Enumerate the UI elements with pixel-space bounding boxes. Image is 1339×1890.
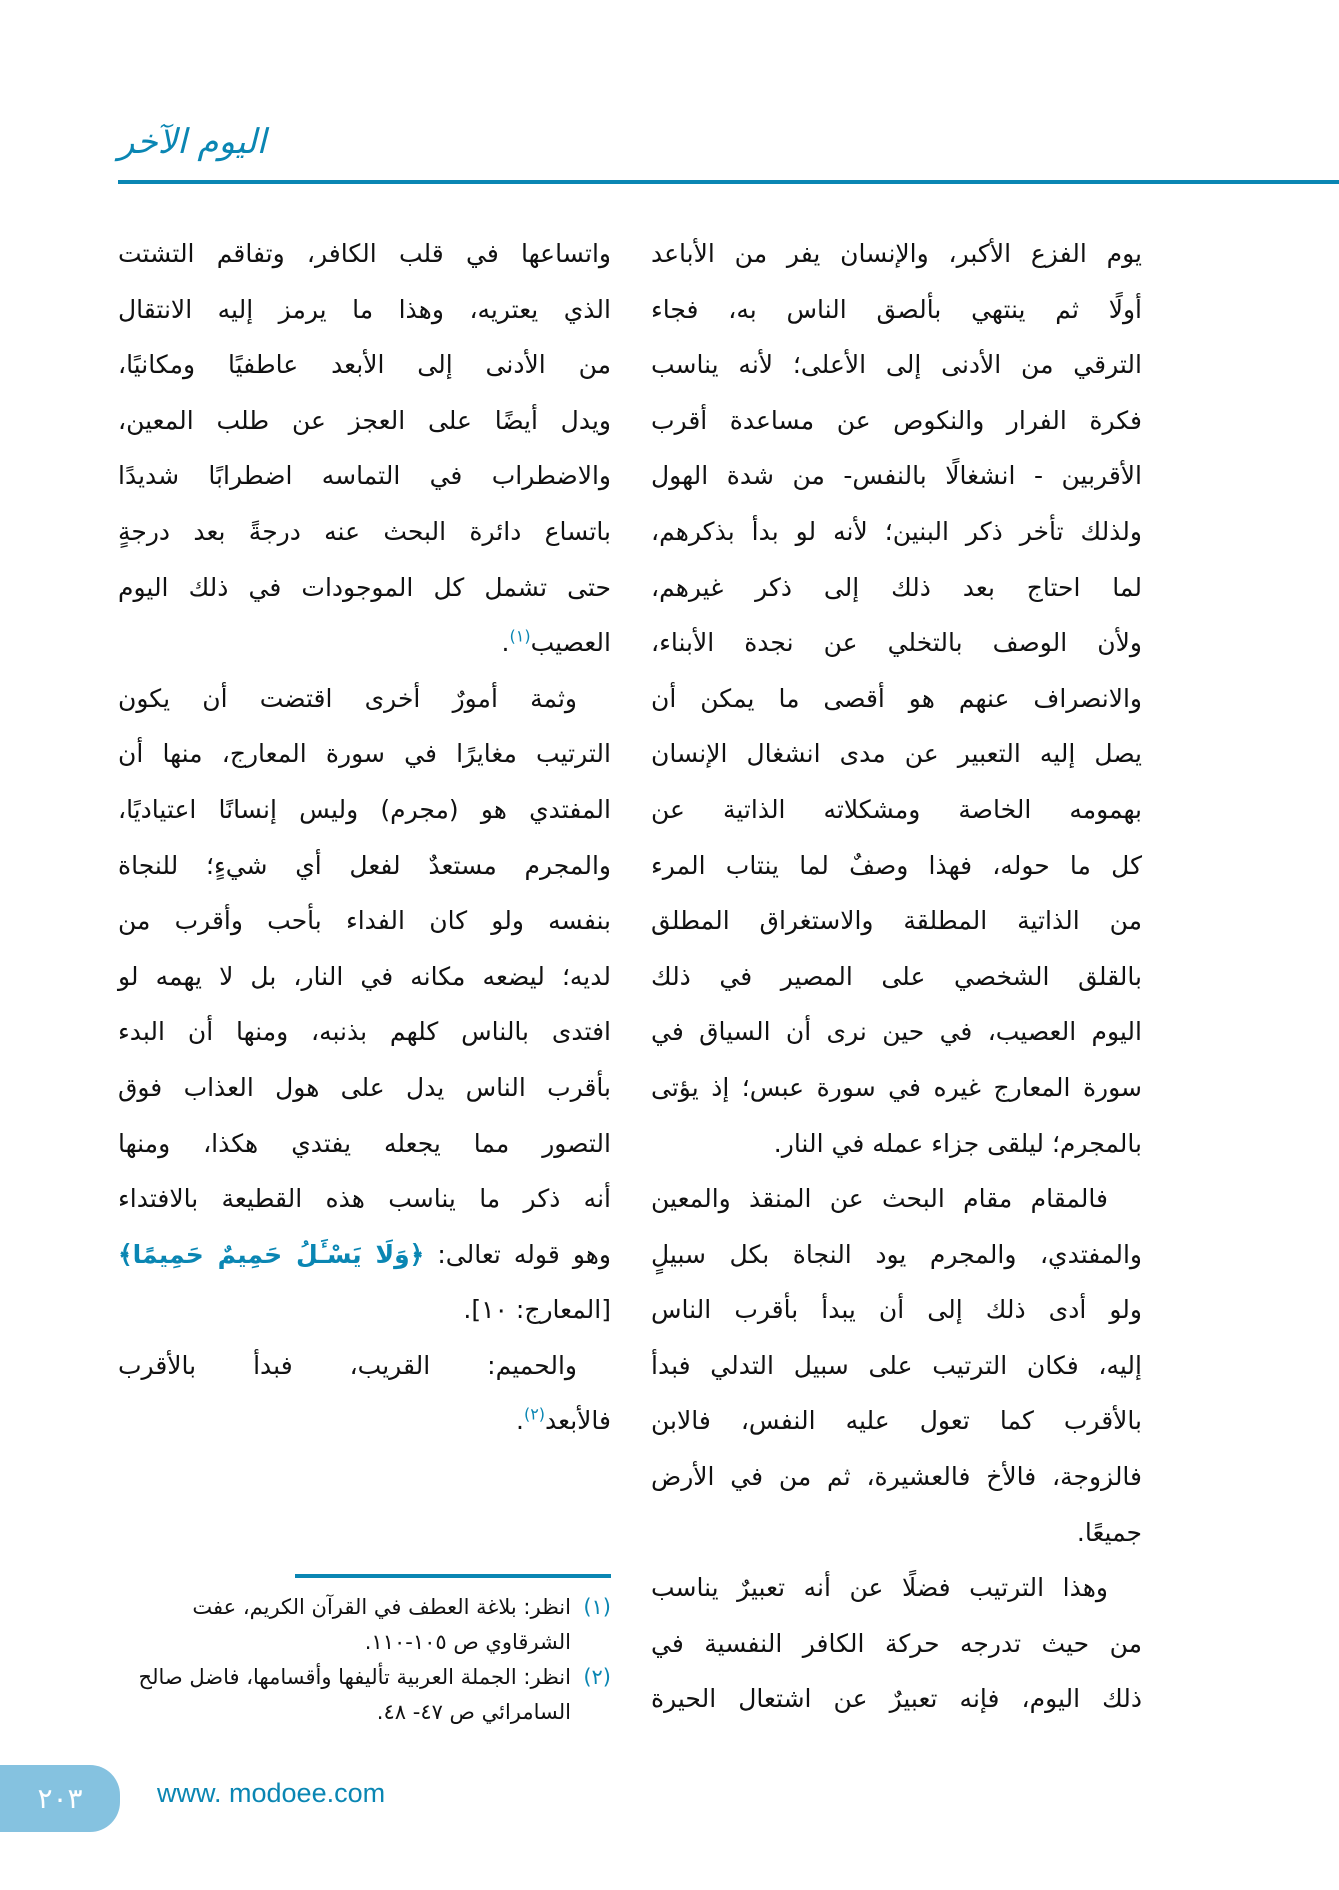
text-line — [118, 1004, 611, 1060]
line-text: ولأن الوصف بالتخلي عن نجدة الأبناء، — [651, 628, 1142, 658]
line-text: باتساع دائرة البحث عنه درجةً بعد درجةٍ — [118, 516, 611, 546]
text-line — [118, 1060, 611, 1116]
text-line — [651, 838, 1142, 894]
line-text: بأقرب الناس يدل على هول العذاب فوق — [118, 1072, 611, 1102]
line-text: من الذاتية المطلقة والاستغراق المطلق — [651, 906, 1142, 936]
footnote-reference[interactable]: (٢) — [523, 1405, 546, 1425]
line-text: إليه، فكان الترتيب على سبيل التدلي فبدأ — [651, 1350, 1142, 1380]
line-text: الذي يعتريه، وهذا ما يرمز إليه الانتقال — [118, 294, 611, 324]
line-text: فالأبعد — [545, 1406, 611, 1436]
line-text: فالمقام مقام البحث عن المنقذ والمعين — [651, 1184, 1108, 1214]
punctuation: . — [501, 628, 510, 658]
line-text: يصل إليه التعبير عن مدى انشغال الإنسان — [651, 739, 1142, 769]
line-text: اليوم العصيب، في حين نرى أن السياق في — [651, 1017, 1142, 1047]
text-line — [118, 1227, 611, 1283]
right-text-column — [651, 226, 1142, 1727]
line-text: من حيث تدرجه حركة الكافر النفسية في — [651, 1628, 1142, 1658]
line-text: حتى تشمل كل الموجودات في ذلك اليوم — [118, 572, 611, 602]
text-line — [651, 448, 1142, 504]
line-text: والمفتدي، والمجرم يود النجاة بكل سبيلٍ — [651, 1239, 1142, 1269]
text-line — [651, 615, 1142, 671]
line-text: من الأدنى إلى الأبعد عاطفيًا ومكانيًا، — [118, 350, 611, 380]
page-number: ٢٠٣ — [0, 1765, 120, 1832]
line-text: المفتدي هو (مجرم) وليس إنسانًا اعتياديًا، — [118, 794, 611, 824]
line-text: لديه؛ ليضعه مكانه في النار، بل لا يهمه لو — [118, 961, 611, 991]
line-text: ويدل أيضًا على العجز عن طلب المعين، — [118, 405, 611, 435]
text-line — [651, 282, 1142, 338]
quran-verse: ﴿وَلَا يَسْـَٔلُ حَمِيمٌ حَمِيمًا﴾ — [118, 1239, 425, 1269]
text-line — [651, 1505, 1142, 1561]
website-url[interactable]: www. modoee.com — [157, 1778, 386, 1808]
left-text-column — [118, 226, 611, 1449]
line-text: واتساعها في قلب الكافر، وتفاقم التشتت — [118, 239, 611, 268]
text-line — [118, 1338, 611, 1394]
text-line — [118, 782, 611, 838]
text-line — [651, 504, 1142, 560]
line-text: وهو قوله تعالى: — [424, 1239, 611, 1269]
line-text: العصيب — [530, 628, 611, 658]
line-text: فالزوجة، فالأخ فالعشيرة، ثم من في الأرض — [651, 1462, 1142, 1492]
book-title-logo: اليوم الآخر — [118, 122, 267, 162]
line-text: الترتيب مغايرًا في سورة المعارج، منها أن — [118, 739, 611, 769]
text-line — [118, 838, 611, 894]
line-text: افتدى بالناس كلهم بذنبه، ومنها أن البدء — [118, 1017, 611, 1047]
line-text: بهمومه الخاصة ومشكلاته الذاتية عن — [651, 794, 1142, 824]
line-text: أنه ذكر ما يناسب هذه القطيعة بالافتداء — [118, 1184, 611, 1214]
line-text: التصور مما يجعله يفتدي هكذا، ومنها — [118, 1128, 611, 1158]
text-line — [651, 1560, 1142, 1616]
footnote-1 — [118, 1590, 611, 1660]
text-line — [118, 337, 611, 393]
line-text: والحميم: القريب، فبدأ بالأقرب — [118, 1350, 577, 1380]
line-text: لما احتاج بعد ذلك إلى ذكر غيرهم، — [651, 572, 1142, 602]
line-text: يوم الفزع الأكبر، والإنسان يفر من الأباعد — [651, 239, 1142, 268]
line-text: ذلك اليوم، فإنه تعبيرٌ عن اشتعال الحيرة — [651, 1684, 1142, 1714]
text-line — [651, 1393, 1142, 1449]
line-text: وهذا الترتيب فضلًا عن أنه تعبيرٌ يناسب — [651, 1573, 1108, 1603]
text-line — [651, 1338, 1142, 1394]
text-line — [651, 1449, 1142, 1505]
line-text: والانصراف عنهم هو أقصى ما يمكن أن — [651, 683, 1142, 713]
footnote-divider — [295, 1574, 611, 1578]
text-line — [651, 1282, 1142, 1338]
text-line — [118, 504, 611, 560]
text-line — [651, 893, 1142, 949]
line-text: ولذلك تأخر ذكر البنين؛ لأنه لو بدأ بذكرهم، — [651, 516, 1142, 546]
text-line — [651, 1060, 1142, 1116]
punctuation: . — [515, 1406, 524, 1436]
line-text: سورة المعارج غيره في سورة عبس؛ إذ يؤتى — [651, 1072, 1142, 1102]
footnote-reference[interactable]: (١) — [509, 626, 531, 646]
line-text: والمجرم مستعدٌ لفعل أي شيءٍ؛ للنجاة — [118, 850, 611, 880]
footnote-2 — [118, 1660, 611, 1730]
line-text: بالأقرب كما تعول عليه النفس، فالابن — [651, 1406, 1142, 1436]
text-line — [118, 282, 611, 338]
footnote-text: انظر: بلاغة العطف في القرآن الكريم، عفت الشرقاوي ص ١٠٥-١١٠. — [192, 1595, 571, 1654]
line-text: أولًا ثم ينتهي بألصق الناس به، فجاء — [651, 294, 1142, 324]
text-line — [118, 726, 611, 782]
text-line — [651, 782, 1142, 838]
text-line — [651, 949, 1142, 1005]
line-text: بنفسه ولو كان الفداء بأحب وأقرب من — [118, 906, 611, 936]
line-text: [المعارج: ١٠]. — [463, 1295, 611, 1325]
text-line — [118, 1116, 611, 1172]
text-line — [651, 1227, 1142, 1283]
text-line — [651, 560, 1142, 616]
text-line — [118, 1282, 611, 1338]
text-line — [118, 1171, 611, 1227]
footnotes — [118, 1590, 611, 1730]
text-line — [118, 226, 611, 282]
line-text: الترقي من الأدنى إلى الأعلى؛ لأنه يناسب — [651, 350, 1142, 380]
text-line — [651, 1171, 1142, 1227]
line-text: جميعًا. — [1076, 1517, 1142, 1547]
text-line — [651, 671, 1142, 727]
text-line — [651, 1616, 1142, 1672]
line-text: وثمة أمورٌ أخرى اقتضت أن يكون — [118, 683, 577, 713]
line-text: بالمجرم؛ ليلقى جزاء عمله في النار. — [773, 1128, 1142, 1158]
text-line — [651, 726, 1142, 782]
text-line — [651, 226, 1142, 282]
text-line — [651, 1004, 1142, 1060]
line-text: بالقلق الشخصي على المصير في ذلك — [651, 961, 1142, 991]
line-text: الأقربين - انشغالًا بالنفس- من شدة الهول — [651, 461, 1142, 491]
text-line — [118, 671, 611, 727]
footnote-text: انظر: الجملة العربية تأليفها وأقسامها، فاضل صالح السامرائي ص ٤٧- ٤٨. — [138, 1665, 571, 1724]
text-line — [118, 949, 611, 1005]
text-line — [118, 560, 611, 616]
text-line — [651, 1671, 1142, 1727]
text-line — [118, 448, 611, 504]
line-text: كل ما حوله، فهذا وصفٌ لما ينتاب المرء — [651, 850, 1142, 880]
text-line — [651, 393, 1142, 449]
text-line — [118, 1393, 611, 1449]
line-text: ولو أدى ذلك إلى أن يبدأ بأقرب الناس — [651, 1295, 1142, 1325]
footnote-number: (٢) — [583, 1665, 611, 1689]
text-line — [118, 615, 611, 671]
text-line — [651, 1116, 1142, 1172]
text-line — [118, 893, 611, 949]
line-text: والاضطراب في التماسه اضطرابًا شديدًا — [118, 461, 611, 491]
text-line — [118, 393, 611, 449]
line-text: فكرة الفرار والنكوص عن مساعدة أقرب — [651, 405, 1142, 435]
footnote-number: (١) — [583, 1595, 611, 1619]
header-divider — [118, 180, 1339, 184]
text-line — [651, 337, 1142, 393]
